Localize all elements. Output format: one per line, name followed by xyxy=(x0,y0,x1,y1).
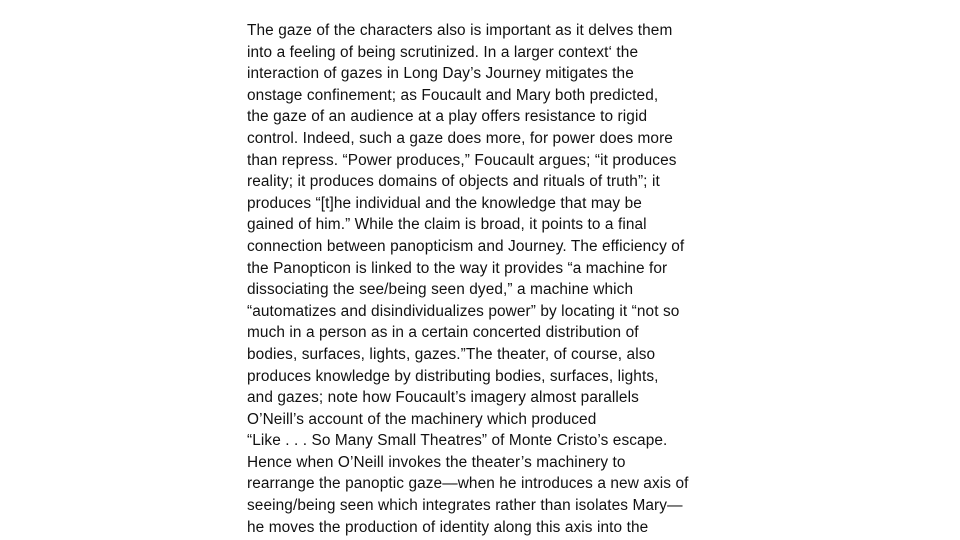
text-line: bodies, surfaces, lights, gazes.”The theater, of course, also xyxy=(247,345,656,363)
text-line: produces knowledge by distributing bodies, surfaces, lights, xyxy=(247,367,659,385)
text-line: O’Neill’s account of the machinery which produced xyxy=(247,410,597,428)
text-line: much in a person as in a certain concerted distribution of xyxy=(247,324,639,342)
text-line: control. Indeed, such a gaze does more, for power does more xyxy=(247,129,673,147)
text-line: the gaze of an audience at a play offers resistance to rigid xyxy=(247,108,648,126)
text-line: “Like . . . So Many Small Theatres” of Monte Cristo’s escape. xyxy=(247,432,668,450)
text-line: into a feeling of being scrutinized. In a larger context‘ the xyxy=(247,43,639,61)
text-line: connection between panopticism and Journey. The efficiency of xyxy=(247,237,685,255)
text-line: onstage confinement; as Foucault and Mary both predicted, xyxy=(247,86,659,104)
text-line: The gaze of the characters also is important as it delves them xyxy=(247,22,673,39)
text-line: than repress. “Power produces,” Foucault argues; “it produces xyxy=(247,151,677,169)
text-line: produces “[t]he individual and the knowledge that may be xyxy=(247,194,642,212)
text-line: “automatizes and disindividualizes power” by locating it “not so xyxy=(247,302,680,320)
text-line: rearrange the panoptic gaze—when he introduces a new axis of xyxy=(247,475,689,493)
text-line: reality; it produces domains of objects and rituals of truth”; it xyxy=(247,173,660,191)
text-line: he moves the production of identity along this axis into the xyxy=(247,518,649,536)
text-line: and gazes; note how Foucault’s imagery almost parallels xyxy=(247,389,639,407)
body-paragraph xyxy=(247,20,727,538)
text-line: dissociating the see/being seen dyed,” a machine which xyxy=(247,281,634,299)
text-line: gained of him.” While the claim is broad, it points to a final xyxy=(247,216,647,234)
text-line: interaction of gazes in Long Day’s Journey mitigates the xyxy=(247,65,634,83)
text-line: the Panopticon is linked to the way it provides “a machine for xyxy=(247,259,668,277)
text-line: seeing/being seen which integrates rather than isolates Mary— xyxy=(247,497,683,515)
text-line: Hence when O’Neill invokes the theater’s machinery to xyxy=(247,453,626,471)
